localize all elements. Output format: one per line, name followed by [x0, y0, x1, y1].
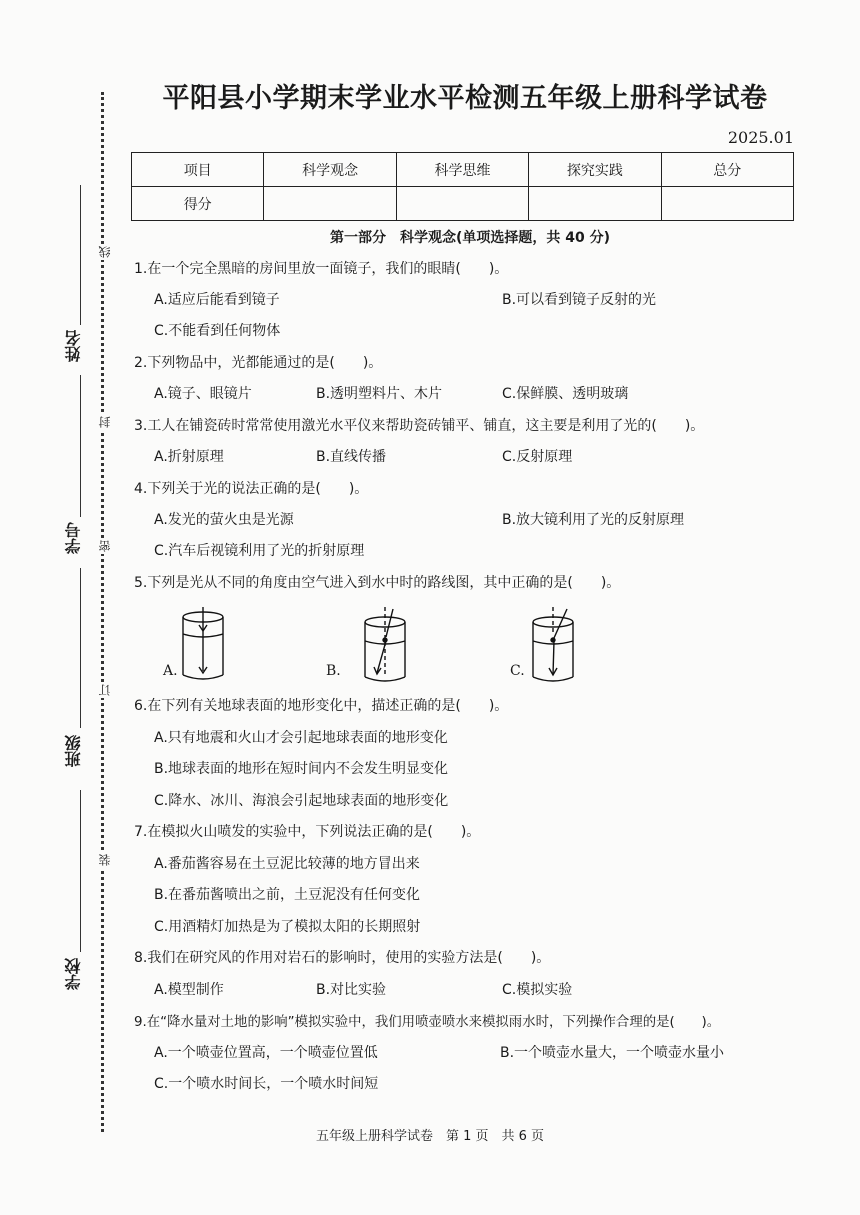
question-5-diagram-c [530, 605, 590, 685]
question-5-diagram-b [362, 605, 422, 685]
score-table-score-row [132, 187, 794, 221]
question-3-option-a: A.折射原理 [154, 449, 224, 465]
question-1-stem: 1.在一个完全黑暗的房间里放一面镜子，我们的眼睛( )。 [134, 261, 509, 277]
school-field-line[interactable] [80, 790, 81, 952]
exam-title: 平阳县小学期末学业水平检测五年级上册科学试卷 [162, 83, 768, 114]
question-5-stem: 5.下列是光从不同的角度由空气进入到水中时的路线图，其中正确的是( )。 [134, 575, 621, 591]
question-5-option-a: A. [163, 663, 178, 679]
question-5-option-c: C. [510, 663, 525, 679]
school-label: 学校 [64, 958, 83, 990]
score-cell-practice[interactable] [529, 187, 661, 221]
question-6-option-b: B.地球表面的地形在短时间内不会发生明显变化 [154, 761, 449, 777]
score-header-thinking: 科学思维 [396, 153, 528, 187]
question-4-option-c: C.汽车后视镜利用了光的折射原理 [154, 543, 365, 559]
question-9-option-a: A.一个喷壶位置高，一个喷壶位置低 [154, 1045, 378, 1061]
question-9-option-b: B.一个喷壶水量大，一个喷壶水量小 [500, 1045, 725, 1061]
question-6-option-a: A.只有地震和火山才会引起地球表面的地形变化 [154, 730, 448, 746]
question-8-option-b: B.对比实验 [316, 982, 387, 998]
score-cell-thinking[interactable] [396, 187, 528, 221]
exam-date: 2025.01 [727, 128, 794, 147]
question-7-option-b: B.在番茄酱喷出之前，土豆泥没有任何变化 [154, 887, 421, 903]
question-7-option-a: A.番茄酱容易在土豆泥比较薄的地方冒出来 [154, 856, 420, 872]
name-field-line[interactable] [80, 185, 81, 325]
question-2-option-a: A.镜子、眼镜片 [154, 386, 252, 402]
question-5-diagram-a [180, 605, 240, 685]
question-8-stem: 8.我们在研究风的作用对岩石的影响时，使用的实验方法是( )。 [134, 950, 551, 966]
question-4-option-a: A.发光的萤火虫是光源 [154, 512, 294, 528]
score-table [131, 152, 794, 221]
class-label: 班级 [64, 735, 83, 767]
question-9-option-c: C.一个喷水时间长，一个喷水时间短 [154, 1076, 379, 1092]
score-cell-total[interactable] [661, 187, 793, 221]
bind-char-feng: 封 [98, 416, 112, 428]
bind-char-ding: 订 [98, 684, 112, 696]
question-4-option-b: B.放大镜利用了光的反射原理 [502, 512, 685, 528]
class-field-line[interactable] [80, 568, 81, 728]
question-1-option-b: B.可以看到镜子反射的光 [502, 292, 657, 308]
question-4-stem: 4.下列关于光的说法正确的是( )。 [134, 481, 369, 497]
score-header-concept: 科学观念 [264, 153, 396, 187]
score-cell-concept[interactable] [264, 187, 396, 221]
question-8-option-c: C.模拟实验 [502, 982, 573, 998]
score-header-practice: 探究实践 [529, 153, 661, 187]
question-2-option-b: B.透明塑料片、木片 [316, 386, 443, 402]
question-1-option-a: A.适应后能看到镜子 [154, 292, 280, 308]
bind-char-mi: 密 [98, 540, 112, 552]
question-3-option-b: B.直线传播 [316, 449, 387, 465]
question-1-option-c: C.不能看到任何物体 [154, 323, 281, 339]
question-8-option-a: A.模型制作 [154, 982, 224, 998]
question-5-option-b: B. [326, 663, 341, 679]
question-2-option-c: C.保鲜膜、透明玻璃 [502, 386, 629, 402]
score-header-item: 项目 [132, 153, 264, 187]
question-7-option-c: C.用酒精灯加热是为了模拟太阳的长期照射 [154, 919, 421, 935]
bind-char-xian: 线 [98, 246, 112, 258]
student-id-field-line[interactable] [80, 375, 81, 517]
question-6-option-c: C.降水、冰川、海浪会引起地球表面的地形变化 [154, 793, 449, 809]
student-id-label: 学号 [64, 522, 83, 554]
bind-char-zhuang: 装 [98, 854, 112, 866]
score-header-total: 总分 [661, 153, 793, 187]
section-title: 第一部分 科学观念(单项选择题，共 40 分) [329, 230, 611, 246]
question-6-stem: 6.在下列有关地球表面的地形变化中，描述正确的是( )。 [134, 698, 509, 714]
question-7-stem: 7.在模拟火山喷发的实验中，下列说法正确的是( )。 [134, 824, 481, 840]
score-row-label: 得分 [132, 187, 264, 221]
question-3-stem: 3.工人在铺瓷砖时常常使用激光水平仪来帮助瓷砖铺平、铺直，这主要是利用了光的( )。 [134, 418, 705, 434]
question-9-stem: 9.在“降水量对土地的影响”模拟实验中，我们用喷壶喷水来模拟雨水时，下列操作合理的是( )。 [134, 1015, 721, 1030]
name-label: 姓名 [64, 330, 83, 362]
question-3-option-c: C.反射原理 [502, 449, 573, 465]
question-2-stem: 2.下列物品中，光都能通过的是( )。 [134, 355, 383, 371]
page-footer: 五年级上册科学试卷 第 1 页 共 6 页 [315, 1129, 545, 1144]
score-table-header-row [132, 153, 794, 187]
